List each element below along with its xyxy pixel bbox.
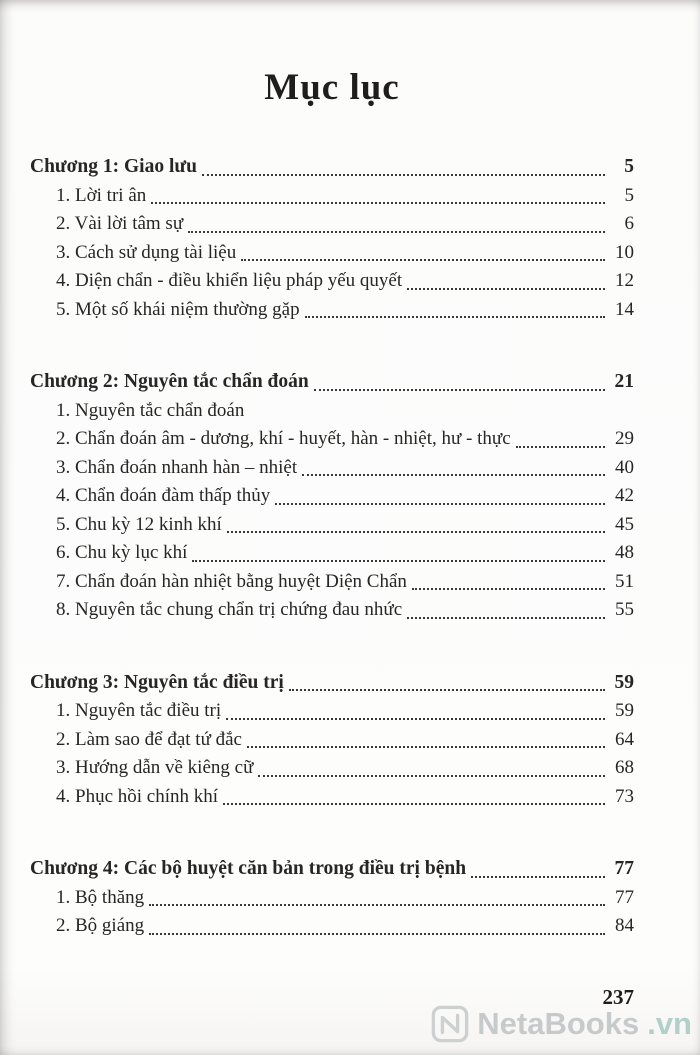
toc-entry-label: 6. Chu kỳ lục khí <box>56 542 188 563</box>
toc-page-ref: 42 <box>615 485 634 506</box>
dot-leader <box>149 933 605 935</box>
toc-page-ref: 40 <box>615 456 634 478</box>
dot-leader <box>227 531 605 533</box>
dot-leader <box>241 259 605 261</box>
toc-entry <box>30 182 634 211</box>
toc-entry-label: Chương 1: Giao lưu <box>30 156 197 177</box>
dot-leader <box>188 231 605 233</box>
toc-page-ref: 12 <box>615 270 634 291</box>
toc-entry-label: Chương 2: Nguyên tắc chẩn đoán <box>30 371 309 392</box>
toc-entry <box>30 482 634 511</box>
folio-page-number: 237 <box>602 984 634 1009</box>
toc-page-ref: 14 <box>615 298 634 320</box>
toc-entry-label: 2. Chẩn đoán âm - dương, khí - huyết, hàn - nhiệt, hư - thực <box>56 428 511 449</box>
toc-chapter-heading <box>30 669 634 698</box>
toc-entry <box>30 754 634 783</box>
watermark-tld: .vn <box>647 1006 692 1041</box>
toc-page-ref: 77 <box>615 886 634 908</box>
toc-entry <box>30 912 634 941</box>
toc-page-ref: 77 <box>614 858 634 879</box>
toc-chapter <box>30 855 634 941</box>
dot-leader <box>223 803 605 805</box>
toc-page-ref: 6 <box>624 213 634 234</box>
toc-page-ref: 84 <box>615 915 634 936</box>
toc-page-ref: 59 <box>615 700 634 721</box>
dot-leader <box>202 174 605 176</box>
toc-entry <box>30 397 634 426</box>
toc-entry <box>30 511 634 540</box>
toc-entry-label: 1. Lời tri ân <box>56 184 147 206</box>
dot-leader <box>289 689 605 691</box>
dot-leader <box>275 503 605 505</box>
toc-entry <box>30 783 634 812</box>
toc-page-ref: 51 <box>615 570 634 592</box>
dot-leader <box>412 588 605 590</box>
toc-entry <box>30 596 634 625</box>
toc-page-ref: 55 <box>615 599 634 620</box>
dot-leader <box>258 775 605 777</box>
toc-entry <box>30 296 634 325</box>
toc-chapter <box>30 368 634 625</box>
toc-entry <box>30 884 634 913</box>
watermark-name: NetaBooks <box>477 1006 640 1041</box>
dot-leader <box>305 316 605 318</box>
dot-leader <box>247 746 605 748</box>
toc-entry-label: 7. Chẩn đoán hàn nhiệt bằng huyệt Diện Chẩn <box>56 570 407 592</box>
toc-entry-label: 8. Nguyên tắc chung chẩn trị chứng đau nhức <box>56 599 403 620</box>
toc-chapter-heading <box>30 368 634 397</box>
toc-entry <box>30 239 634 268</box>
toc-page-ref: 59 <box>614 671 634 693</box>
toc-entry <box>30 454 634 483</box>
toc-entry-label: 1. Nguyên tắc chẩn đoán <box>56 399 245 421</box>
toc-entry <box>30 697 634 726</box>
dot-leader <box>407 288 605 290</box>
toc-entry-label: 1. Bộ thăng <box>56 886 145 908</box>
toc-entry-label: 2. Vài lời tâm sự <box>56 213 184 234</box>
dot-leader <box>151 202 605 204</box>
toc-entry-label: Chương 4: Các bộ huyệt căn bản trong điều trị bệnh <box>30 858 467 879</box>
toc-entry-label: 4. Chẩn đoán đàm thấp thủy <box>56 485 271 506</box>
toc-chapter-heading <box>30 855 634 884</box>
toc-entry <box>30 539 634 568</box>
toc-chapter <box>30 669 634 812</box>
toc-chapter-heading <box>30 153 634 182</box>
toc-entry-label: 5. Chu kỳ 12 kinh khí <box>56 513 222 535</box>
dot-leader <box>471 876 605 878</box>
toc-page-ref: 64 <box>615 728 634 750</box>
toc-entry <box>30 210 634 239</box>
toc-entry-label: Chương 3: Nguyên tắc điều trị <box>30 671 284 693</box>
toc-entry-label: 3. Cách sử dụng tài liệu <box>56 241 237 263</box>
toc-page-ref: 5 <box>624 156 634 177</box>
toc-entry <box>30 568 634 597</box>
dot-leader <box>516 446 605 448</box>
toc-page-ref: 48 <box>615 542 634 563</box>
dot-leader <box>314 389 605 391</box>
toc-entry-label: 4. Phục hồi chính khí <box>56 785 219 807</box>
toc-page-ref: 10 <box>615 241 634 263</box>
watermark <box>431 1005 692 1043</box>
toc-page-ref: 45 <box>615 513 634 535</box>
page-title: Mục lục <box>264 67 400 108</box>
toc-entry-label: 2. Bộ giáng <box>56 915 145 936</box>
dot-leader <box>407 617 605 619</box>
toc-entry-label: 5. Một số khái niệm thường gặp <box>56 298 300 320</box>
toc-page-ref: 21 <box>614 371 634 392</box>
toc-entry-label: 1. Nguyên tắc điều trị <box>56 700 222 721</box>
toc-page-ref: 5 <box>624 184 634 206</box>
dot-leader <box>302 474 605 476</box>
toc-entry-label: 2. Làm sao để đạt tứ đắc <box>56 728 242 750</box>
netabooks-logo-icon <box>431 1005 469 1043</box>
dot-leader <box>149 904 605 906</box>
toc-page-ref: 68 <box>615 757 634 778</box>
toc-entry-label: 3. Chẩn đoán nhanh hàn – nhiệt <box>56 456 298 478</box>
toc-page-ref: 29 <box>615 428 634 449</box>
toc-entry-label: 3. Hướng dẫn về kiêng cữ <box>56 757 254 778</box>
toc <box>30 153 634 941</box>
toc-entry <box>30 425 634 454</box>
dot-leader <box>226 718 605 720</box>
toc-page-ref: 73 <box>615 785 634 807</box>
toc-chapter <box>30 153 634 324</box>
toc-entry-label: 4. Diện chẩn - điều khiển liệu pháp yếu quyết <box>56 270 403 291</box>
toc-entry <box>30 267 634 296</box>
toc-entry <box>30 726 634 755</box>
dot-leader <box>192 560 605 562</box>
